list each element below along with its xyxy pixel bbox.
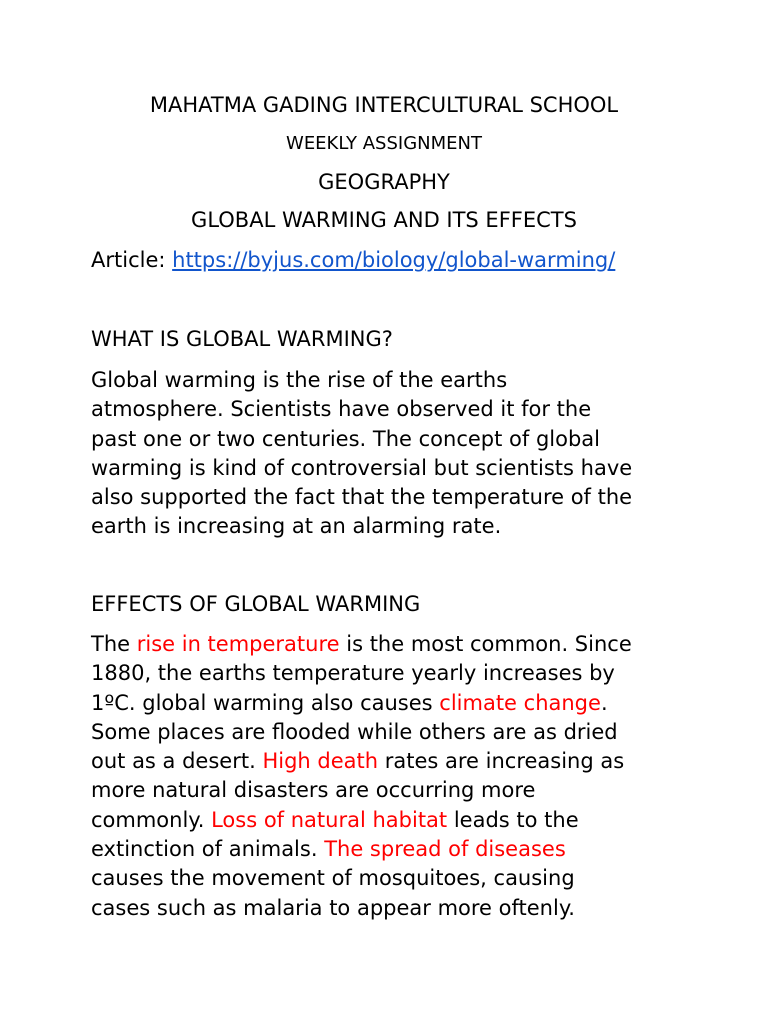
paragraph-line: also supported the fact that the temperature of the <box>91 485 633 510</box>
text-run: The <box>91 632 137 656</box>
paragraph-line: earth is increasing at an alarming rate. <box>91 514 502 539</box>
text-run: 1ºC. global warming also causes <box>91 690 440 715</box>
paragraph-line <box>91 747 711 776</box>
article-link[interactable]: https://byjus.com/biology/global-warming/ <box>172 248 616 272</box>
paragraph-line <box>91 689 711 718</box>
text-run: out as a desert. <box>91 749 263 774</box>
text-run: . <box>600 690 608 715</box>
paragraph-line: Global warming is the rise of the earths <box>91 368 508 392</box>
text-run: causes the movement of mosquitoes, causing <box>91 866 575 891</box>
paragraph-line <box>91 806 711 835</box>
paragraph-line: warming is kind of controversial but scientists have <box>91 455 633 480</box>
paragraph-line <box>91 835 711 864</box>
article-line <box>91 248 615 272</box>
paragraph-line <box>91 864 711 893</box>
highlighted-phrase: High death <box>262 749 379 774</box>
assignment-label: WEEKLY ASSIGNMENT <box>286 133 482 154</box>
highlighted-phrase: climate change <box>439 690 601 715</box>
text-run: cases such as malaria to appear more oftenly. <box>91 895 575 920</box>
paragraph-line <box>91 718 711 747</box>
section-heading-what-is: WHAT IS GLOBAL WARMING? <box>91 327 393 351</box>
paragraph-line <box>91 659 711 688</box>
paragraph-line <box>91 776 711 805</box>
section-paragraph-effects <box>91 630 711 923</box>
document-title: GLOBAL WARMING AND ITS EFFECTS <box>191 208 577 232</box>
article-label: Article: <box>91 248 166 272</box>
paragraph-line <box>91 894 711 923</box>
highlighted-phrase: The spread of diseases <box>324 837 566 862</box>
section-paragraph-what-is <box>91 366 711 542</box>
section-heading-effects: EFFECTS OF GLOBAL WARMING <box>91 592 421 616</box>
subject-title: GEOGRAPHY <box>318 170 450 194</box>
highlighted-phrase: Loss of natural habitat <box>211 807 448 832</box>
paragraph-line <box>91 630 711 659</box>
school-name: MAHATMA GADING INTERCULTURAL SCHOOL <box>149 93 619 117</box>
text-run: Some places are flooded while others are as dried <box>91 719 618 744</box>
text-run: rates are increasing as <box>378 749 625 774</box>
text-run: more natural disasters are occurring more <box>91 778 536 803</box>
text-run: leads to the <box>447 807 579 832</box>
paragraph-line: atmosphere. Scientists have observed it for the <box>91 397 592 422</box>
paragraph-line: past one or two centuries. The concept of global <box>91 426 600 451</box>
text-run: 1880, the earths temperature yearly increases by <box>91 661 615 686</box>
text-run: commonly. <box>91 807 212 832</box>
highlighted-phrase: rise in temperature <box>136 632 340 656</box>
text-run: is the most common. Since <box>339 632 632 656</box>
text-run: extinction of animals. <box>91 837 325 862</box>
